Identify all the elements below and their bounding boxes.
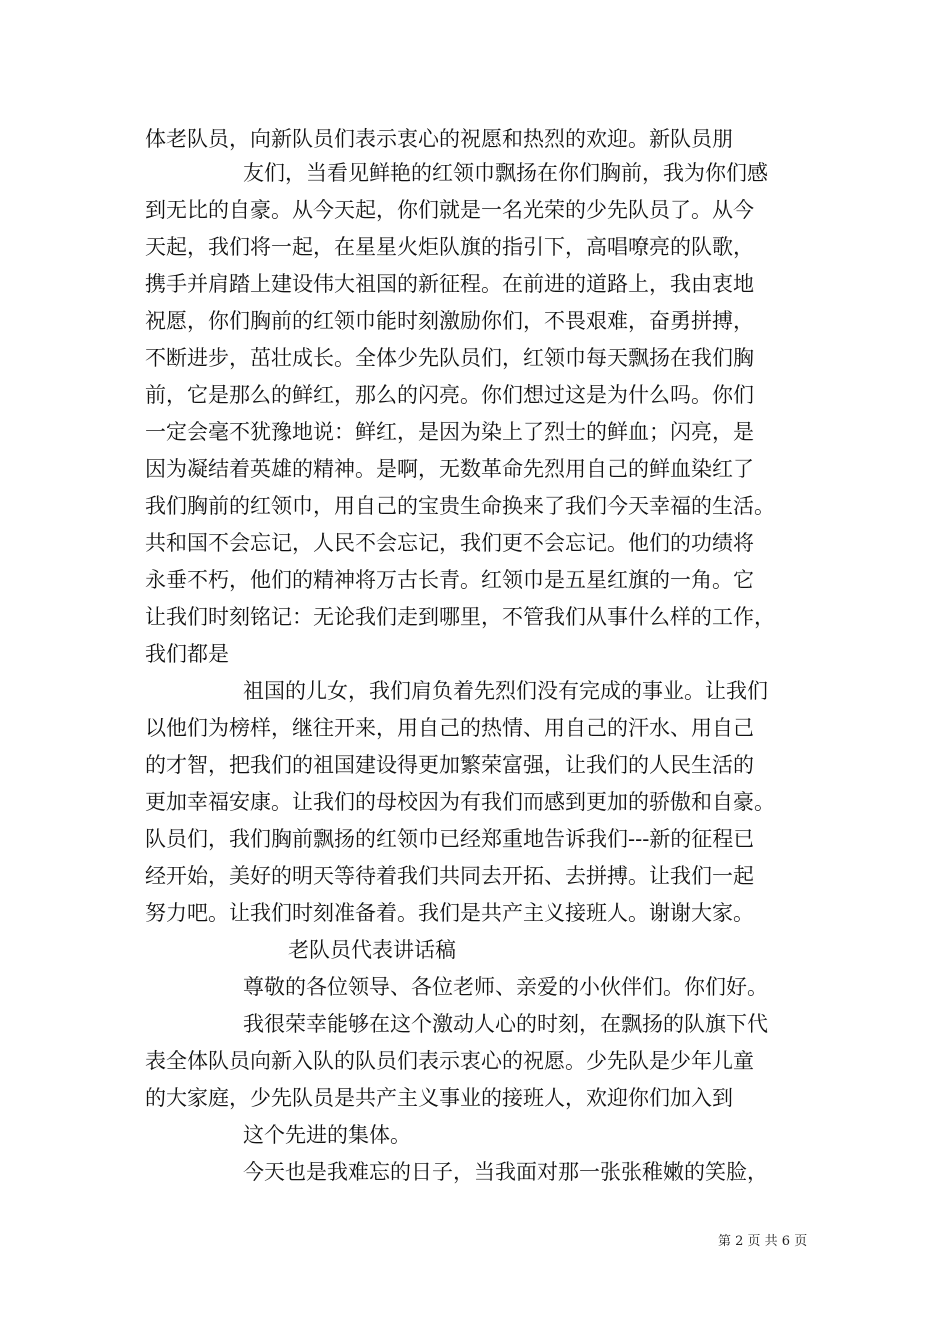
paragraph-line: 这个先进的集体。 xyxy=(243,1123,411,1147)
paragraph-line: 祖国的儿女，我们肩负着先烈们没有完成的事业。让我们 xyxy=(243,679,768,703)
paragraph-line: 努力吧。让我们时刻准备着。我们是共产主义接班人。谢谢大家。 xyxy=(145,901,754,925)
section-heading: 老队员代表讲话稿 xyxy=(288,938,456,962)
paragraph-line: 我很荣幸能够在这个激动人心的时刻，在飘扬的队旗下代 xyxy=(243,1012,768,1036)
paragraph-line: 因为凝结着英雄的精神。是啊，无数革命先烈用自己的鲜血染红了 xyxy=(145,457,754,481)
paragraph-line: 不断进步，茁壮成长。全体少先队员们，红领巾每天飘扬在我们胸 xyxy=(145,346,754,370)
paragraph-line: 尊敬的各位领导、各位老师、亲爱的小伙伴们。你们好。 xyxy=(243,975,768,999)
paragraph-line: 我们胸前的红领巾，用自己的宝贵生命换来了我们今天幸福的生活。 xyxy=(145,494,775,518)
paragraph-line: 以他们为榜样，继往开来，用自己的热情、用自己的汗水、用自己 xyxy=(145,716,754,740)
paragraph-line: 的才智，把我们的祖国建设得更加繁荣富强，让我们的人民生活的 xyxy=(145,753,754,777)
paragraph-line: 体老队员，向新队员们表示衷心的祝愿和热烈的欢迎。新队员朋 xyxy=(145,127,733,151)
paragraph-line: 更加幸福安康。让我们的母校因为有我们而感到更加的骄傲和自豪。 xyxy=(145,790,775,814)
paragraph-line: 今天也是我难忘的日子，当我面对那一张张稚嫩的笑脸， xyxy=(243,1160,768,1184)
paragraph-line: 队员们，我们胸前飘扬的红领巾已经郑重地告诉我们---新的征程已 xyxy=(145,827,755,851)
paragraph-line: 前，它是那么的鲜红，那么的闪亮。你们想过这是为什么吗。你们 xyxy=(145,383,754,407)
paragraph-line: 让我们时刻铭记：无论我们走到哪里，不管我们从事什么样的工作， xyxy=(145,605,775,629)
paragraph-line: 永垂不朽，他们的精神将万古长青。红领巾是五星红旗的一角。它 xyxy=(145,568,754,592)
paragraph-line: 共和国不会忘记，人民不会忘记，我们更不会忘记。他们的功绩将 xyxy=(145,531,754,555)
paragraph-line: 祝愿，你们胸前的红领巾能时刻激励你们，不畏艰难，奋勇拼搏， xyxy=(145,309,754,333)
paragraph-line: 我们都是 xyxy=(145,642,229,666)
paragraph-line: 携手并肩踏上建设伟大祖国的新征程。在前进的道路上，我由衷地 xyxy=(145,272,754,296)
paragraph-line: 到无比的自豪。从今天起，你们就是一名光荣的少先队员了。从今 xyxy=(145,198,754,222)
paragraph-line: 天起，我们将一起，在星星火炬队旗的指引下，高唱嘹亮的队歌， xyxy=(145,235,754,259)
paragraph-line: 一定会毫不犹豫地说：鲜红，是因为染上了烈士的鲜血；闪亮，是 xyxy=(145,420,754,444)
paragraph-line: 的大家庭，少先队员是共产主义事业的接班人，欢迎你们加入到 xyxy=(145,1086,733,1110)
paragraph-line: 友们，当看见鲜艳的红领巾飘扬在你们胸前，我为你们感 xyxy=(243,161,768,185)
page-number-footer: 第 2 页 共 6 页 xyxy=(718,1234,808,1249)
paragraph-line: 经开始，美好的明天等待着我们共同去开拓、去拼搏。让我们一起 xyxy=(145,864,754,888)
paragraph-line: 表全体队员向新入队的队员们表示衷心的祝愿。少先队是少年儿童 xyxy=(145,1049,754,1073)
